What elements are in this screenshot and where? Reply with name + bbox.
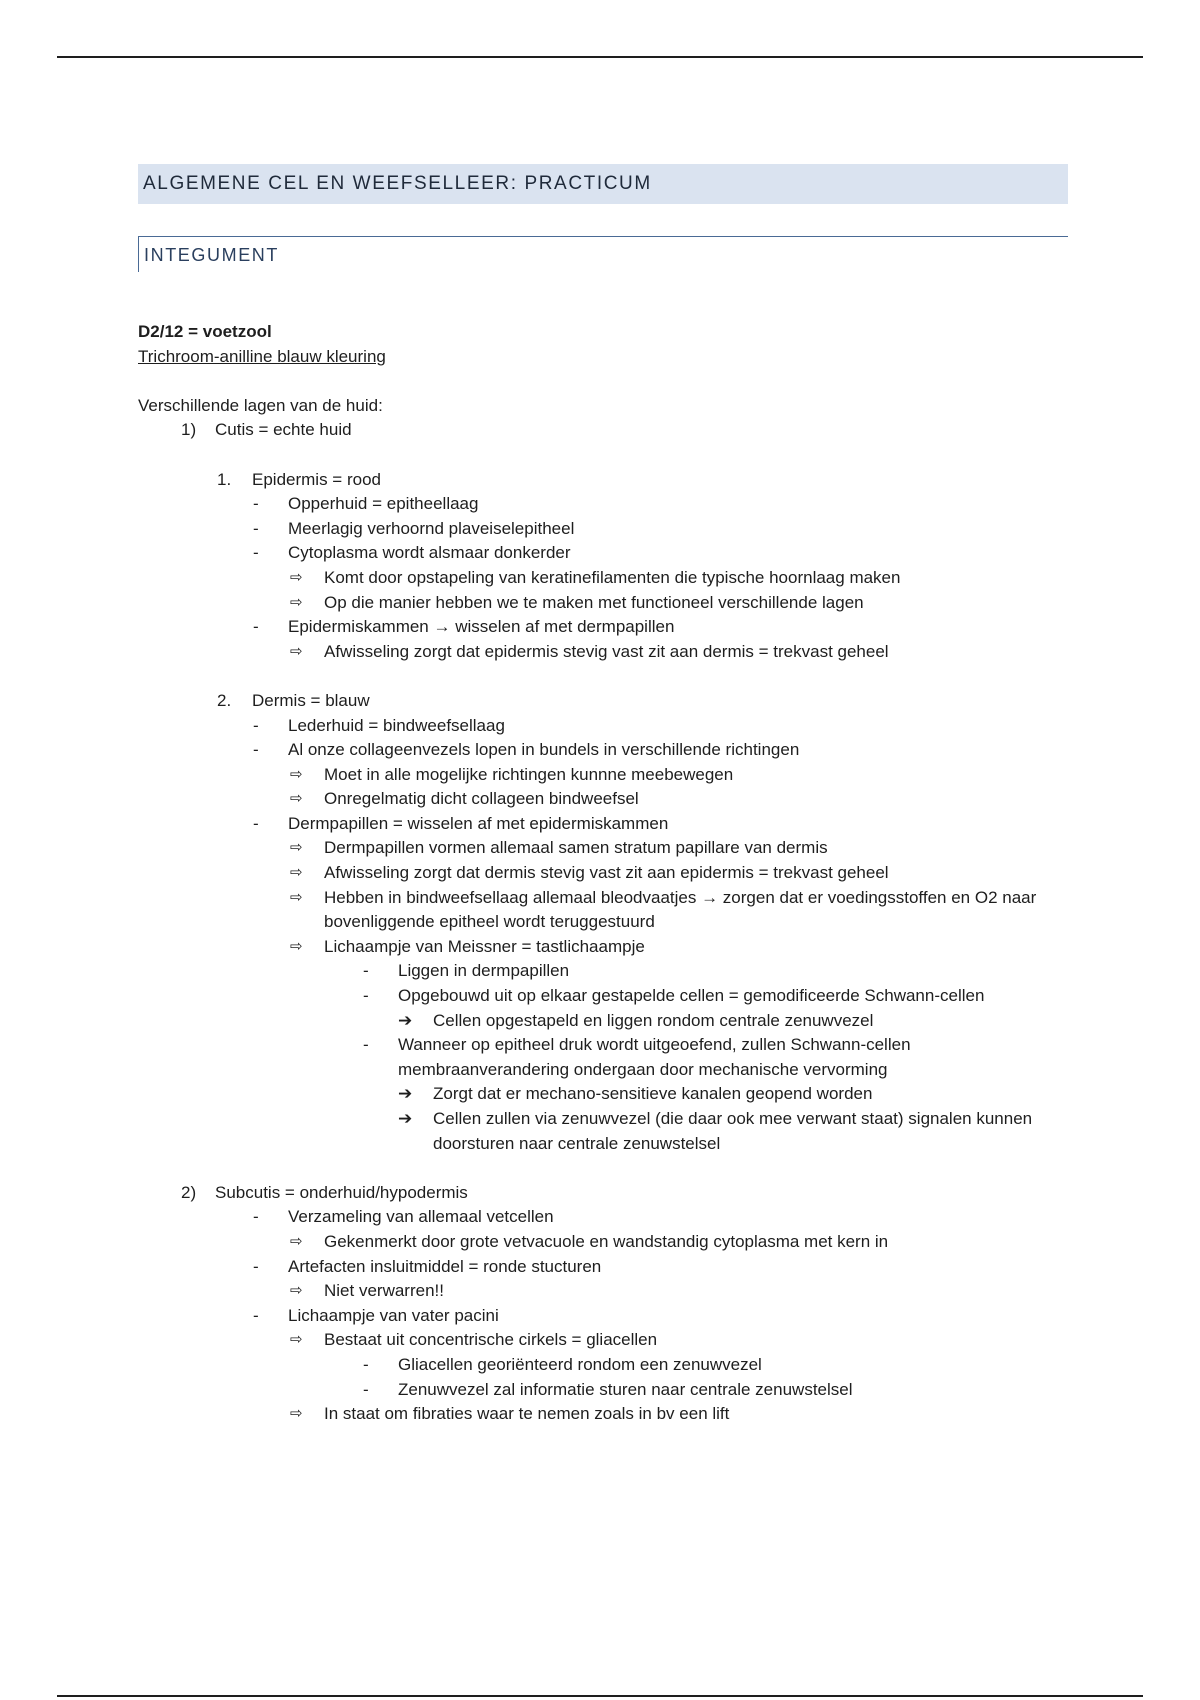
dash-bullet: - [253,1207,259,1227]
arrow-icon: ➔ [398,1010,413,1030]
list-item-text: Gliacellen georiënteerd rondom een zenuwvezel [398,1354,762,1374]
dash-bullet: - [253,1256,259,1276]
list-item-text: Dermpapillen = wisselen af met epidermiskammen [288,813,669,833]
list-item-text: In staat om fibraties waar te nemen zoals in bv een lift [324,1404,730,1424]
document-body [138,164,1068,1427]
section-heading [138,236,1068,272]
list-item [138,541,1068,566]
list-item [138,492,1068,517]
list-item-text: Meerlagig verhoornd plaveiselepitheel [288,518,575,538]
list-item [138,1009,1068,1034]
arrow-icon: ⇨ [290,1282,303,1300]
list-item [138,1402,1068,1427]
list-item-text: Cutis = echte huid [215,420,352,440]
dash-bullet: - [253,715,259,735]
arrow-icon: ⇨ [290,642,303,660]
list-item [138,886,1068,935]
list-item-text: Verzameling van allemaal vetcellen [288,1207,554,1227]
arrow-icon: ⇨ [290,888,303,906]
dash-bullet: - [253,494,259,514]
arrow-icon: ⇨ [290,1405,303,1423]
list-number: 2. [217,690,232,710]
list-item [138,935,1068,960]
list-item [138,566,1068,591]
list-item [138,1279,1068,1304]
list-item [138,1328,1068,1353]
list-item-text: Gekenmerkt door grote vetvacuole en wandstandig cytoplasma met kern in [324,1231,889,1251]
list-item-text: Zenuwvezel zal informatie sturen naar centrale zenuwstelsel [398,1379,853,1399]
list-item [138,1082,1068,1107]
arrow-icon: ⇨ [290,568,303,586]
list-item-text: Cytoplasma wordt alsmaar donkerder [288,543,571,563]
list-item-text: Lichaampje van vater pacini [288,1305,499,1325]
dash-bullet: - [363,1354,369,1374]
list-item [138,1378,1068,1403]
list-item [138,1304,1068,1329]
page-header-rule [57,56,1143,58]
dash-bullet: - [363,986,369,1006]
list-item [138,517,1068,542]
list-item-text: Subcutis = onderhuid/hypodermis [215,1182,468,1202]
page-footer-rule [57,1695,1143,1697]
list-item [138,812,1068,837]
arrow-icon: ⇨ [290,1232,303,1250]
list-item-text: Opgebouwd uit op elkaar gestapelde cellen = gemodificeerde Schwann-cellen [398,986,985,1006]
list-item [138,689,1068,714]
list-item [138,787,1068,812]
staining-label: Trichroom-anilline blauw kleuring [138,346,386,366]
list-item-text: Wanneer op epitheel druk wordt uitgeoefend, zullen Schwann-cellen membraanverandering ondergaan door mechanische vervorming [398,1035,911,1079]
dash-bullet: - [253,518,259,538]
blank-line [138,1156,1068,1181]
arrow-icon: ➔ [398,1109,413,1128]
list-item [138,1205,1068,1230]
document-title: ALGEMENE CEL EN WEEFSELLEER: PRACTICUM [138,164,1068,204]
list-item-text: Artefacten insluitmiddel = ronde stucturen [288,1256,602,1276]
list-item-text: Lederhuid = bindweefsellaag [288,715,505,735]
arrow-icon: ⇨ [290,593,303,611]
dash-bullet: - [253,617,259,637]
list-item [138,836,1068,861]
arrow-icon: ⇨ [290,765,303,783]
arrow-icon: ⇨ [290,1331,303,1349]
list-item-text: Bestaat uit concentrische cirkels = gliacellen [324,1330,658,1350]
list-item-text: Komt door opstapeling van keratinefilamenten die typische hoornlaag maken [324,567,901,587]
list-item [138,1255,1068,1280]
list-item-text: Lichaampje van Meissner = tastlichaampje [324,936,645,956]
list-number: 1. [217,469,232,489]
list-item-text: Onregelmatig dicht collageen bindweefsel [324,789,639,809]
list-item-text: Afwisseling zorgt dat dermis stevig vast zit aan epidermis = trekvast geheel [324,863,889,883]
list-item [138,1230,1068,1255]
specimen-label: D2/12 = voetzool [138,322,272,341]
list-number: 2) [181,1182,197,1202]
list-item-text: Op die manier hebben we te maken met functioneel verschillende lagen [324,592,864,612]
list-item-text: Liggen in dermpapillen [398,961,570,981]
list-item [138,1181,1068,1206]
list-item-text: Epidermis = rood [252,469,381,489]
arrow-icon: ⇨ [290,790,303,808]
list-item [138,763,1068,788]
arrow-icon: ⇨ [290,864,303,882]
list-item [138,640,1068,665]
list-item-text: Epidermiskammen → wisselen af met dermpapillen [288,617,675,637]
blank-line [138,664,1068,689]
dash-bullet: - [253,1305,259,1325]
dash-bullet: - [253,740,259,760]
arrow-icon: ⇨ [290,937,303,955]
list-number: 1) [181,420,197,440]
list-item-text: Niet verwarren!! [324,1281,444,1301]
list-item-text: Al onze collageenvezels lopen in bundels in verschillende richtingen [288,740,800,760]
dash-bullet: - [363,1379,369,1399]
list-item [138,1107,1068,1156]
list-item [138,468,1068,493]
list-item-text: Cellen opgestapeld en liggen rondom centrale zenuwvezel [433,1010,874,1030]
list-item [138,615,1068,640]
arrow-icon: ➔ [398,1084,413,1104]
list-item [138,959,1068,984]
list-item [138,714,1068,739]
section-heading-text: INTEGUMENT [144,245,279,265]
list-item [138,1353,1068,1378]
list-item-text: Afwisseling zorgt dat epidermis stevig vast zit aan dermis = trekvast geheel [324,641,889,661]
list-item-text: Moet in alle mogelijke richtingen kunnne meebewegen [324,764,734,784]
dash-bullet: - [363,1035,369,1055]
list-item-text: Dermpapillen vormen allemaal samen stratum papillare van dermis [324,838,828,858]
list-item [138,1033,1068,1082]
list-item [138,418,1068,443]
list-item [138,984,1068,1009]
layer-outline [138,418,1068,1426]
list-item-text: Opperhuid = epitheellaag [288,494,479,514]
list-item-text: Zorgt dat er mechano-sensitieve kanalen geopend worden [433,1084,873,1104]
list-item [138,861,1068,886]
list-item-text: Hebben in bindweefsellaag allemaal bleodvaatjes → zorgen dat er voedingsstoffen en O2 naar bovenliggende epitheel wordt teruggestuurd [324,887,1037,932]
list-item-text: Dermis = blauw [252,690,370,710]
list-item [138,738,1068,763]
list-item [138,591,1068,616]
arrow-icon: ⇨ [290,839,303,857]
intro-text: Verschillende lagen van de huid: [138,395,383,415]
dash-bullet: - [253,813,259,833]
list-item-text: Cellen zullen via zenuwvezel (die daar ook mee verwant staat) signalen kunnen doorsturen naar centrale zenuwstelsel [433,1109,1033,1153]
blank-line [138,443,1068,468]
dash-bullet: - [253,543,259,563]
dash-bullet: - [363,961,369,981]
